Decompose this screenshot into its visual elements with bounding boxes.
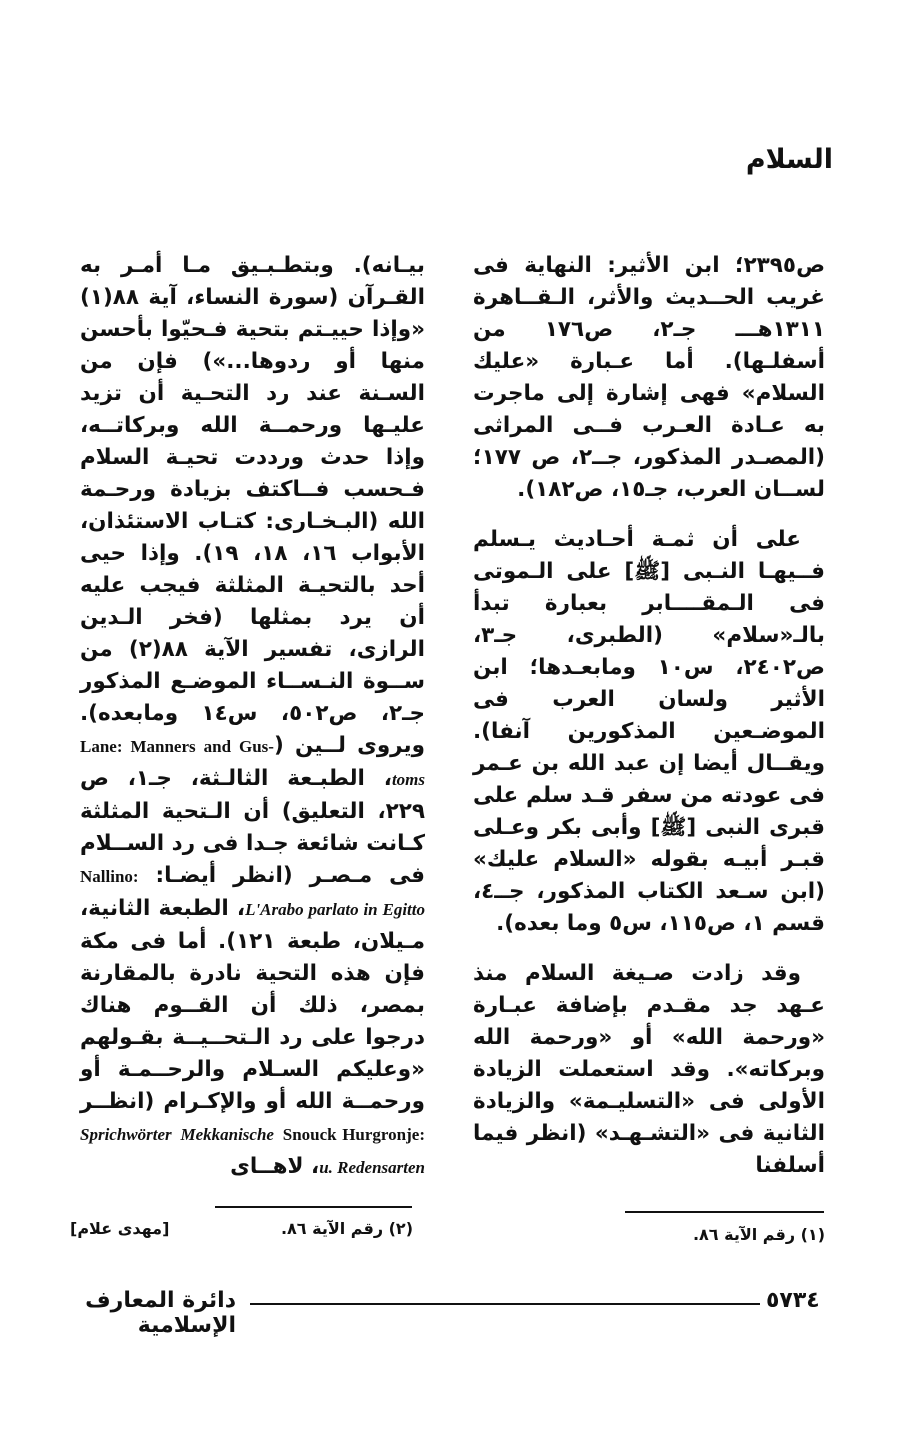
footnote-divider [625,1211,824,1213]
latin-reference: Nallino: [80,867,139,886]
paragraph [80,250,425,1184]
footnote: (١) رقم الآية ٨٦. [692,1225,825,1244]
text-run: ، الطبعة الثانية، مـيلان، طبعة ١٢١). أما فى مكة فإن هذه التحية نادرة بالمقارنة بمصر، ذلك أن القــوم هناك درجوا على رد الـتحــيــة بقـولهم «وعليكم السـلام والرحــمـة أو ورحمــة الله أو والإكـرام (انظــر [80,896,426,1114]
text-run: بيـانه). وبتطـبـيق مـا أمـر به القـرآن (سورة النساء، آية ٨٨(١) «وإذا حييـتم بتحية فـحيّوا بأحسن منها أو ردوها...») فإن من السـنة عند رد التحـية أن تزيد عليـها ورحمــة الله وبركاتــه، وإذا حدث ورددت تحيـة السلام فـحسب فــاكتف بزيادة ورحـمة الله (البـخـارى: كتـاب الاستئذان، الأبواب ١٦، ١٨، ١٩). وإذا حيى أحد بالتحيـة المثلثة فيجب عليه أن يرد بمثلها (فخر الـدين الرازى، تفسير الآية ٨٨(٢) من ســوة النـســاء الموضـع المذكور جـ٢، ص٥٠٢، س١٤ ومابعده). ويروى لــين ( [80,253,425,758]
latin-title: L'Arabo parlato in Egitto [245,900,426,919]
latin-title: Sprichwörter u. Redensarten [80,1125,425,1177]
right-column [473,250,825,1182]
paragraph: على أن ثمـة أحـاديث يـسلم فــيهـا النـبى [ﷺ] على الـموتى فى الـمقــــابر بعبارة تبدأ بالـ«سلام» (الطبرى، جـ٣، ص٢٤٠٢، س١٠ ومابعـدها؛ ابن الأثير ولسان العرب فى الموضـعين المذكورين آنفا). ويقــال أيضا إن عبد الله بن عـمر فى عودته من سفر قـد سلم على قبرى النبى [ﷺ] وأبى بكر وعـلى قبـر أبيـه بقوله «السلام عليك» (ابن سـعد الكتاب المذكور، جــ٤، قسم ١، ص١١٥، س٥ وما بعده). [473,527,825,936]
footnote-divider [215,1206,412,1208]
left-column [80,250,425,1184]
latin-title: toms [391,770,425,789]
author-signature: [مهدى علام] [70,1219,170,1238]
text-run: ، لاهــاى [230,1154,320,1179]
text-run: ، الطبـعة الثالـثة، جـ١، ص ٢٢٩، التعليق) أن الـتحية المثلثة كـانت شائعة جـدا فى رد الســلام فى مـصـر (انظر أيضـا: [80,766,425,888]
page-number: ٥٧٣٤ [766,1288,820,1313]
paragraph: ص٢٣٩٥؛ ابن الأثير: النهاية فى غريب الحــديث والأثر، الـقــاهرة ١٣١١هـــ جـ٢، ص١٧٦ من أسفلـها). أما عـبارة «عليك السلام» فهى إشارة إلى ماجرت به عـادة العـرب فــى المراثى (المصـدر المذكور، جــ٢، ص ١٧٧؛ لســان العرب، جـ١٥، ص١٨٢). [473,253,825,502]
latin-title: Mekkanische [180,1125,274,1144]
paragraph: وقد زادت صـيغة السلام منذ عـهد جد مقـدم بإضافة عبـارة «ورحمة الله» أو «ورحمة الله وبركاته». وقد استعملت الزيادة الأولى فى «التسليـمة» والزيادة الثانية فى «التشـهـد» (انظر فيما أسلفنا [473,961,825,1178]
latin-reference: Lane: Manners and Gus- [80,737,274,756]
page-title: السلام [745,144,833,175]
footnote: (٢) رقم الآية ٨٦. [280,1219,413,1238]
latin-reference: Snouck Hurgronje: [282,1125,425,1144]
footer-divider [250,1303,760,1305]
footer-title: دائرة المعارف الإسلامية [85,1288,236,1338]
